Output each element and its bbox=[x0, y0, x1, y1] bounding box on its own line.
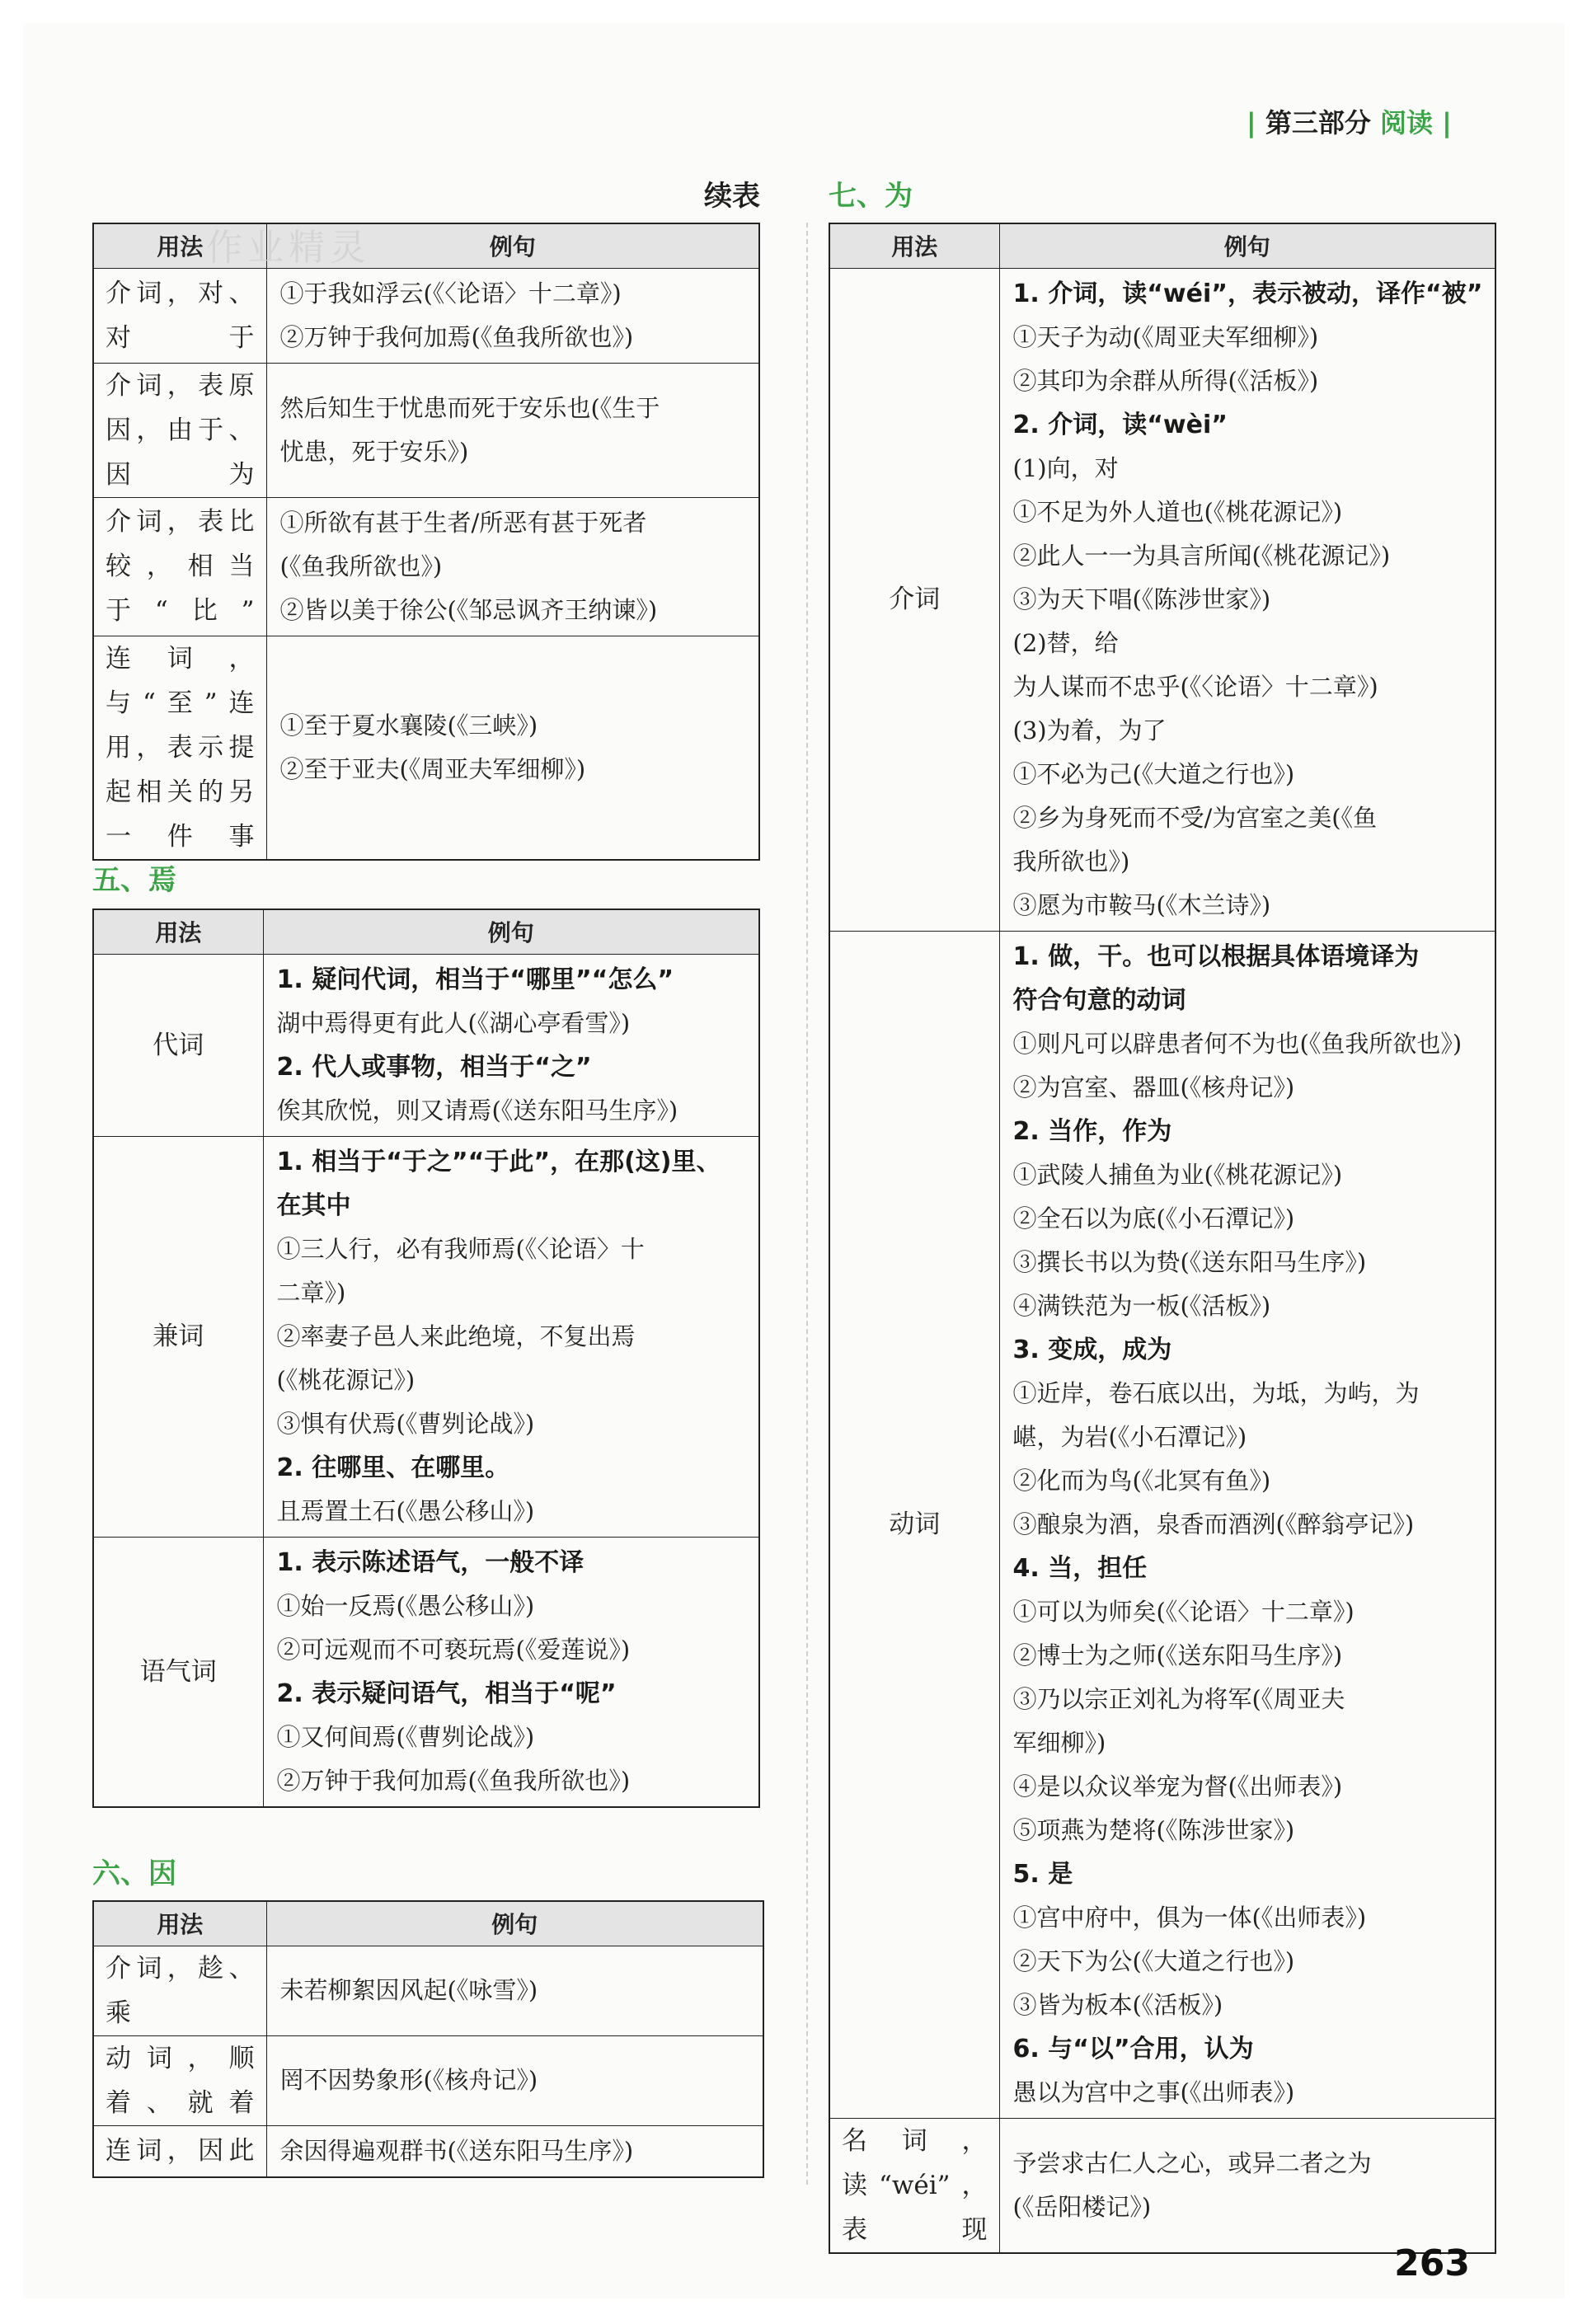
example-line: 二章》) bbox=[276, 1278, 346, 1307]
subheading-line: 2. 往哪里、在哪里。 bbox=[276, 1453, 510, 1482]
example-line: ②化而为鸟(《北冥有鱼》) bbox=[1012, 1466, 1271, 1495]
example-cell bbox=[266, 497, 759, 636]
example-line: ①所欲有甚于生者/所恶有甚于死者 bbox=[279, 508, 647, 537]
usage-cell: 连词，因此 bbox=[93, 2125, 266, 2177]
example-line: (《桃花源记》) bbox=[276, 1365, 416, 1394]
example-line: ②万钟于我何加焉(《鱼我所欲也》) bbox=[279, 322, 634, 351]
section-title-yan: 五、焉 bbox=[92, 864, 176, 897]
subheading-line: 2. 当作，作为 bbox=[1012, 1116, 1172, 1146]
example-cell bbox=[999, 931, 1495, 2118]
header-usage: 用法 bbox=[93, 1901, 266, 1946]
header-example: 例句 bbox=[266, 1901, 763, 1946]
table-row bbox=[93, 2035, 763, 2125]
yan-table bbox=[92, 908, 760, 1808]
usage-cell: 兼词 bbox=[93, 1136, 263, 1537]
subheading-line: 6. 与“以”合用，认为 bbox=[1012, 2034, 1254, 2063]
example-line: ②至于亚夫(《周亚夫军细柳》) bbox=[279, 754, 586, 783]
example-line: 余因得遍观群书(《送东阳马生序》) bbox=[279, 2136, 634, 2165]
example-line: ②乡为身死而不受/为宫室之美(《鱼 bbox=[1012, 803, 1378, 832]
usage-cell: 介词，表比较，相当于“比” bbox=[93, 497, 266, 636]
usage-cell: 连词，与“至”连用，表示提起相关的另一件事 bbox=[93, 636, 266, 860]
example-line: ②为宫室、器皿(《核舟记》) bbox=[1012, 1073, 1295, 1101]
example-line: ①又何间焉(《曹刿论战》) bbox=[276, 1722, 535, 1751]
table-row bbox=[93, 1946, 763, 2035]
example-line: ①于我如浮云(《〈论语〉十二章》) bbox=[279, 279, 622, 308]
usage-cell: 语气词 bbox=[93, 1537, 263, 1807]
example-line: (1)向，对 bbox=[1012, 453, 1119, 482]
example-line: (《岳阳楼记》) bbox=[1012, 2192, 1152, 2221]
example-line: ①不必为己(《大道之行也》) bbox=[1012, 759, 1295, 788]
table-header-row bbox=[93, 1901, 763, 1946]
example-line: ③乃以宗正刘礼为将军(《周亚夫 bbox=[1012, 1684, 1345, 1713]
section-title-wei: 七、为 bbox=[829, 180, 913, 213]
table-header-row bbox=[829, 223, 1495, 268]
subheading-line: 1. 介词，读“wéi”，表示被动，译作“被” bbox=[1012, 279, 1483, 308]
example-line: 且焉置土石(《愚公移山》) bbox=[276, 1496, 535, 1525]
table-row bbox=[93, 363, 759, 497]
subheading-line: 5. 是 bbox=[1012, 1859, 1073, 1889]
example-line: 军细柳》) bbox=[1012, 1728, 1106, 1757]
example-line: ③惧有伏焉(《曹刿论战》) bbox=[276, 1409, 535, 1438]
example-line: ②其印为余群从所得(《活板》) bbox=[1012, 366, 1319, 395]
subheading-line: 2. 介词，读“wèi” bbox=[1012, 410, 1228, 439]
example-line: ②天下为公(《大道之行也》) bbox=[1012, 1946, 1295, 1975]
example-line: ①则凡可以辟患者何不为也(《鱼我所欲也》) bbox=[1012, 1029, 1463, 1058]
example-line: 忧患，死于安乐》) bbox=[279, 437, 469, 466]
example-line: ①始一反焉(《愚公移山》) bbox=[276, 1591, 535, 1620]
header-example: 例句 bbox=[266, 223, 759, 268]
example-line: ③皆为板本(《活板》) bbox=[1012, 1990, 1223, 2019]
example-line: ①宫中府中，俱为一体(《出师表》) bbox=[1012, 1903, 1367, 1932]
example-line: ④是以众议举宠为督(《出师表》) bbox=[1012, 1772, 1343, 1801]
usage-cell: 介词，对、对于 bbox=[93, 268, 266, 363]
example-line: 为人谋而不忠乎(《〈论语〉十二章》) bbox=[1012, 672, 1378, 701]
example-cell bbox=[263, 1537, 759, 1807]
example-cell bbox=[266, 636, 759, 860]
header-part: 第三部分 bbox=[1265, 107, 1371, 139]
column-divider bbox=[806, 223, 808, 2185]
example-line: ①近岸，卷石底以出，为坻，为屿，为 bbox=[1012, 1378, 1420, 1407]
example-line: (2)替，给 bbox=[1012, 628, 1119, 657]
header-usage: 用法 bbox=[93, 909, 263, 954]
example-line: ⑤项燕为楚将(《陈涉世家》) bbox=[1012, 1815, 1295, 1844]
example-cell bbox=[263, 954, 759, 1136]
usage-cell: 介词，表原因，由于、因为 bbox=[93, 363, 266, 497]
usage-cell: 动词 bbox=[829, 931, 999, 2118]
usage-cell: 介词 bbox=[829, 268, 999, 931]
example-line: 愚以为宫中之事(《出师表》) bbox=[1012, 2078, 1295, 2106]
example-line: ②此人一一为具言所闻(《桃花源记》) bbox=[1012, 541, 1391, 570]
example-line: ②皆以美于徐公(《邹忌讽齐王纳谏》) bbox=[279, 595, 658, 624]
yin-table bbox=[92, 1900, 764, 2178]
usage-cell: 代词 bbox=[93, 954, 263, 1136]
table-row bbox=[829, 931, 1495, 2118]
example-line: ②率妻子邑人来此绝境，不复出焉 bbox=[276, 1322, 636, 1350]
wei-table bbox=[829, 223, 1496, 2254]
usage-cell: 动词，顺着、就着 bbox=[93, 2035, 266, 2125]
subheading-line: 3. 变成，成为 bbox=[1012, 1335, 1172, 1364]
example-line: 我所欲也》) bbox=[1012, 847, 1130, 876]
table-header-row bbox=[93, 909, 759, 954]
subheading-line: 1. 做，干。也可以根据具体语境译为 bbox=[1012, 941, 1420, 971]
header-example: 例句 bbox=[999, 223, 1495, 268]
example-line: ②全石以为底(《小石潭记》) bbox=[1012, 1204, 1295, 1232]
watermark: 作业精灵 bbox=[206, 227, 371, 269]
subheading-line: 2. 表示疑问语气，相当于“呢” bbox=[276, 1678, 617, 1708]
section-title-yin: 六、因 bbox=[92, 1857, 176, 1890]
example-cell bbox=[999, 2118, 1495, 2253]
example-line: ②博士为之师(《送东阳马生序》) bbox=[1012, 1641, 1343, 1669]
example-cell bbox=[266, 2125, 763, 2177]
example-line: 罔不因势象形(《核舟记》) bbox=[279, 2066, 538, 2094]
example-line: ③酿泉为酒，泉香而酒洌(《醉翁亭记》) bbox=[1012, 1509, 1415, 1538]
example-cell bbox=[999, 268, 1495, 931]
table-row bbox=[93, 497, 759, 636]
example-line: ①可以为师矣(《〈论语〉十二章》) bbox=[1012, 1597, 1355, 1626]
subheading-line: 4. 当，担任 bbox=[1012, 1553, 1148, 1583]
example-line: ③为天下唱(《陈涉世家》) bbox=[1012, 585, 1271, 613]
subheading-line: 2. 代人或事物，相当于“之” bbox=[276, 1052, 592, 1082]
example-line: ①不足为外人道也(《桃花源记》) bbox=[1012, 497, 1343, 526]
table-header-row bbox=[93, 223, 759, 268]
subheading-line: 1. 相当于“于之”“于此”，在那(这)里、 bbox=[276, 1147, 721, 1176]
example-line: 俟其欣悦，则又请焉(《送东阳马生序》) bbox=[276, 1096, 678, 1124]
example-cell bbox=[266, 363, 759, 497]
table-row bbox=[93, 1136, 759, 1537]
example-cell bbox=[263, 1136, 759, 1537]
header-section: 阅读 bbox=[1379, 107, 1433, 139]
header-usage: 用法 bbox=[93, 223, 266, 268]
example-cell bbox=[266, 1946, 763, 2035]
usage-cell: 介词，趁、乘 bbox=[93, 1946, 266, 2035]
header-example: 例句 bbox=[263, 909, 759, 954]
example-cell bbox=[266, 268, 759, 363]
example-line: 未若柳絮因风起(《咏雪》) bbox=[279, 1976, 538, 2004]
example-line: (《鱼我所欲也》) bbox=[279, 552, 443, 580]
page-number: 263 bbox=[1394, 2242, 1470, 2284]
example-line: ①至于夏水襄陵(《三峡》) bbox=[279, 711, 538, 739]
subheading-line: 符合句意的动词 bbox=[1012, 985, 1186, 1015]
example-line: 然后知生于忧患而死于安乐也(《生于 bbox=[279, 393, 660, 422]
table-row bbox=[93, 2125, 763, 2177]
example-line: ①三人行，必有我师焉(《〈论语〉十 bbox=[276, 1234, 645, 1263]
table-row bbox=[829, 2118, 1495, 2253]
table-row bbox=[93, 636, 759, 860]
header-usage: 用法 bbox=[829, 223, 999, 268]
example-cell bbox=[266, 2035, 763, 2125]
example-line: (3)为着，为了 bbox=[1012, 716, 1167, 744]
example-line: ②可远观而不可亵玩焉(《爱莲说》) bbox=[276, 1635, 631, 1664]
subheading-line: 1. 疑问代词，相当于“哪里”“怎么” bbox=[276, 965, 674, 994]
example-line: 嵁，为岩(《小石潭记》) bbox=[1012, 1422, 1247, 1451]
example-line: ①天子为动(《周亚夫军细柳》) bbox=[1012, 322, 1319, 351]
table-row bbox=[93, 954, 759, 1136]
usage-cell: 名词，读“wéi”，表现 bbox=[829, 2118, 999, 2253]
table-row bbox=[829, 268, 1495, 931]
table-row bbox=[93, 1537, 759, 1807]
continued-label: 续表 bbox=[704, 180, 760, 213]
subheading-line: 在其中 bbox=[276, 1190, 351, 1220]
example-line: 予尝求古仁人之心，或异二者之为 bbox=[1012, 2148, 1372, 2177]
example-line: 湖中焉得更有此人(《湖心亭看雪》) bbox=[276, 1008, 631, 1037]
running-header: | 第三部分 阅读 | bbox=[1247, 107, 1452, 139]
example-line: ②万钟于我何加焉(《鱼我所欲也》) bbox=[276, 1766, 631, 1795]
example-line: ③愿为市鞍马(《木兰诗》) bbox=[1012, 890, 1271, 919]
subheading-line: 1. 表示陈述语气，一般不译 bbox=[276, 1547, 585, 1577]
yu-table bbox=[92, 223, 760, 861]
example-line: ①武陵人捕鱼为业(《桃花源记》) bbox=[1012, 1160, 1343, 1189]
example-line: ③撰长书以为贽(《送东阳马生序》) bbox=[1012, 1247, 1367, 1276]
example-line: ④满铁范为一板(《活板》) bbox=[1012, 1291, 1271, 1320]
table-row bbox=[93, 268, 759, 363]
